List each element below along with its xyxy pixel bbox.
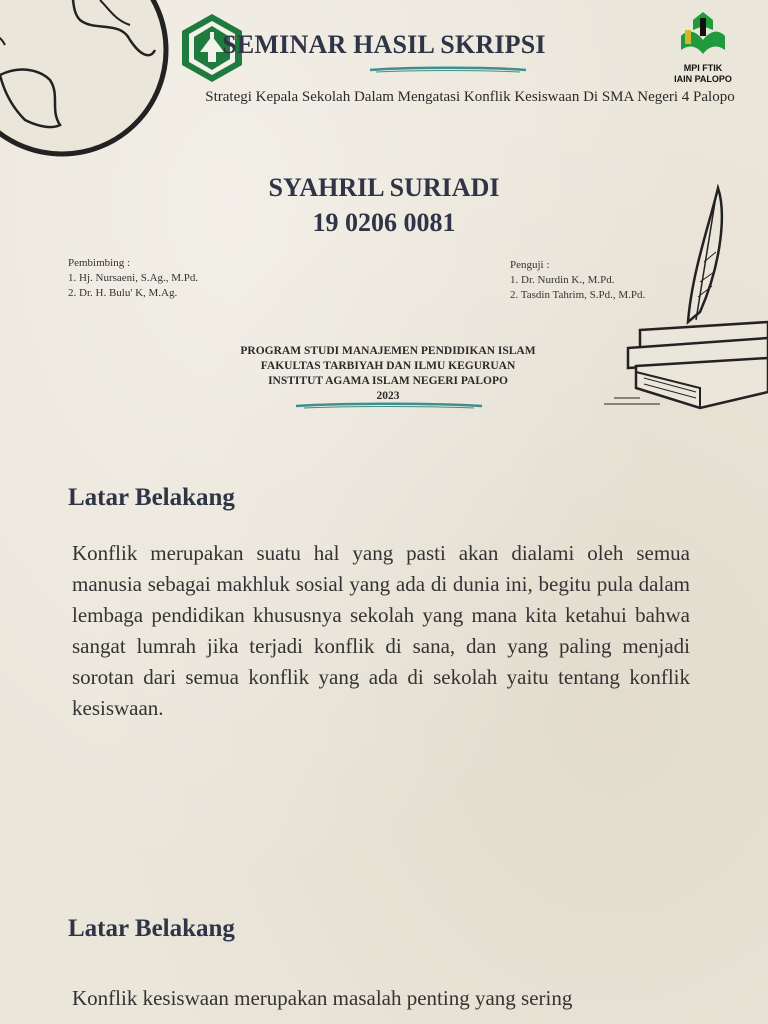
program-line-1: PROGRAM STUDI MANAJEMEN PENDIDIKAN ISLAM <box>240 345 536 357</box>
program-block <box>200 344 576 404</box>
author-nim: 19 0206 0081 <box>312 208 456 237</box>
thesis-subtitle: Strategi Kepala Sekolah Dalam Mengatasi Konflik Kesiswaan Di SMA Negeri 4 Palopo <box>205 89 735 105</box>
title-underline <box>368 66 528 74</box>
logo-text-1: MPI FTIK <box>683 63 723 73</box>
books-quill-illustration <box>600 182 768 412</box>
pembimbing-item: 1. Hj. Nursaeni, S.Ag., M.Pd. <box>68 272 199 284</box>
globe-illustration <box>0 0 180 175</box>
section-heading: Latar Belakang <box>68 915 235 942</box>
penguji-label: Penguji : <box>510 259 550 271</box>
pembimbing-label: Pembimbing : <box>68 257 131 269</box>
program-line-3: INSTITUT AGAMA ISLAM NEGERI PALOPO <box>268 375 508 387</box>
pembimbing-item: 2. Dr. H. Bulu' K, M.Ag. <box>68 287 178 299</box>
logo-text-2: IAIN PALOPO <box>674 74 732 84</box>
penguji-item: 2. Tasdin Tahrim, S.Pd., M.Pd. <box>510 289 646 301</box>
author-name: SYAHRIL SURIADI <box>268 173 500 202</box>
program-line-2: FAKULTAS TARBIYAH DAN ILMU KEGURUAN <box>260 360 516 372</box>
program-underline <box>294 402 484 410</box>
program-year: 2023 <box>376 390 400 402</box>
section-paragraph: Konflik kesiswaan merupakan masalah penting yang sering <box>72 986 573 1010</box>
penguji-item: 1. Dr. Nurdin K., M.Pd. <box>510 274 615 286</box>
pembimbing-block <box>68 256 198 301</box>
page-title: SEMINAR HASIL SKRIPSI <box>222 30 546 59</box>
section-heading: Latar Belakang <box>68 484 235 511</box>
section-paragraph: Konflik merupakan suatu hal yang pasti akan dialami oleh semua manusia sebagai makhluk sosial yang ada di dunia ini, begitu pula dalam lembaga pendidikan khususnya sekolah yang mana kita ketahui bahwa sangat lumrah jika terjadi konflik di sana, dan yang paling menjadi sorotan dari semua konflik yang ada di sekolah yaitu tentang konflik kesiswaan. <box>72 541 690 720</box>
